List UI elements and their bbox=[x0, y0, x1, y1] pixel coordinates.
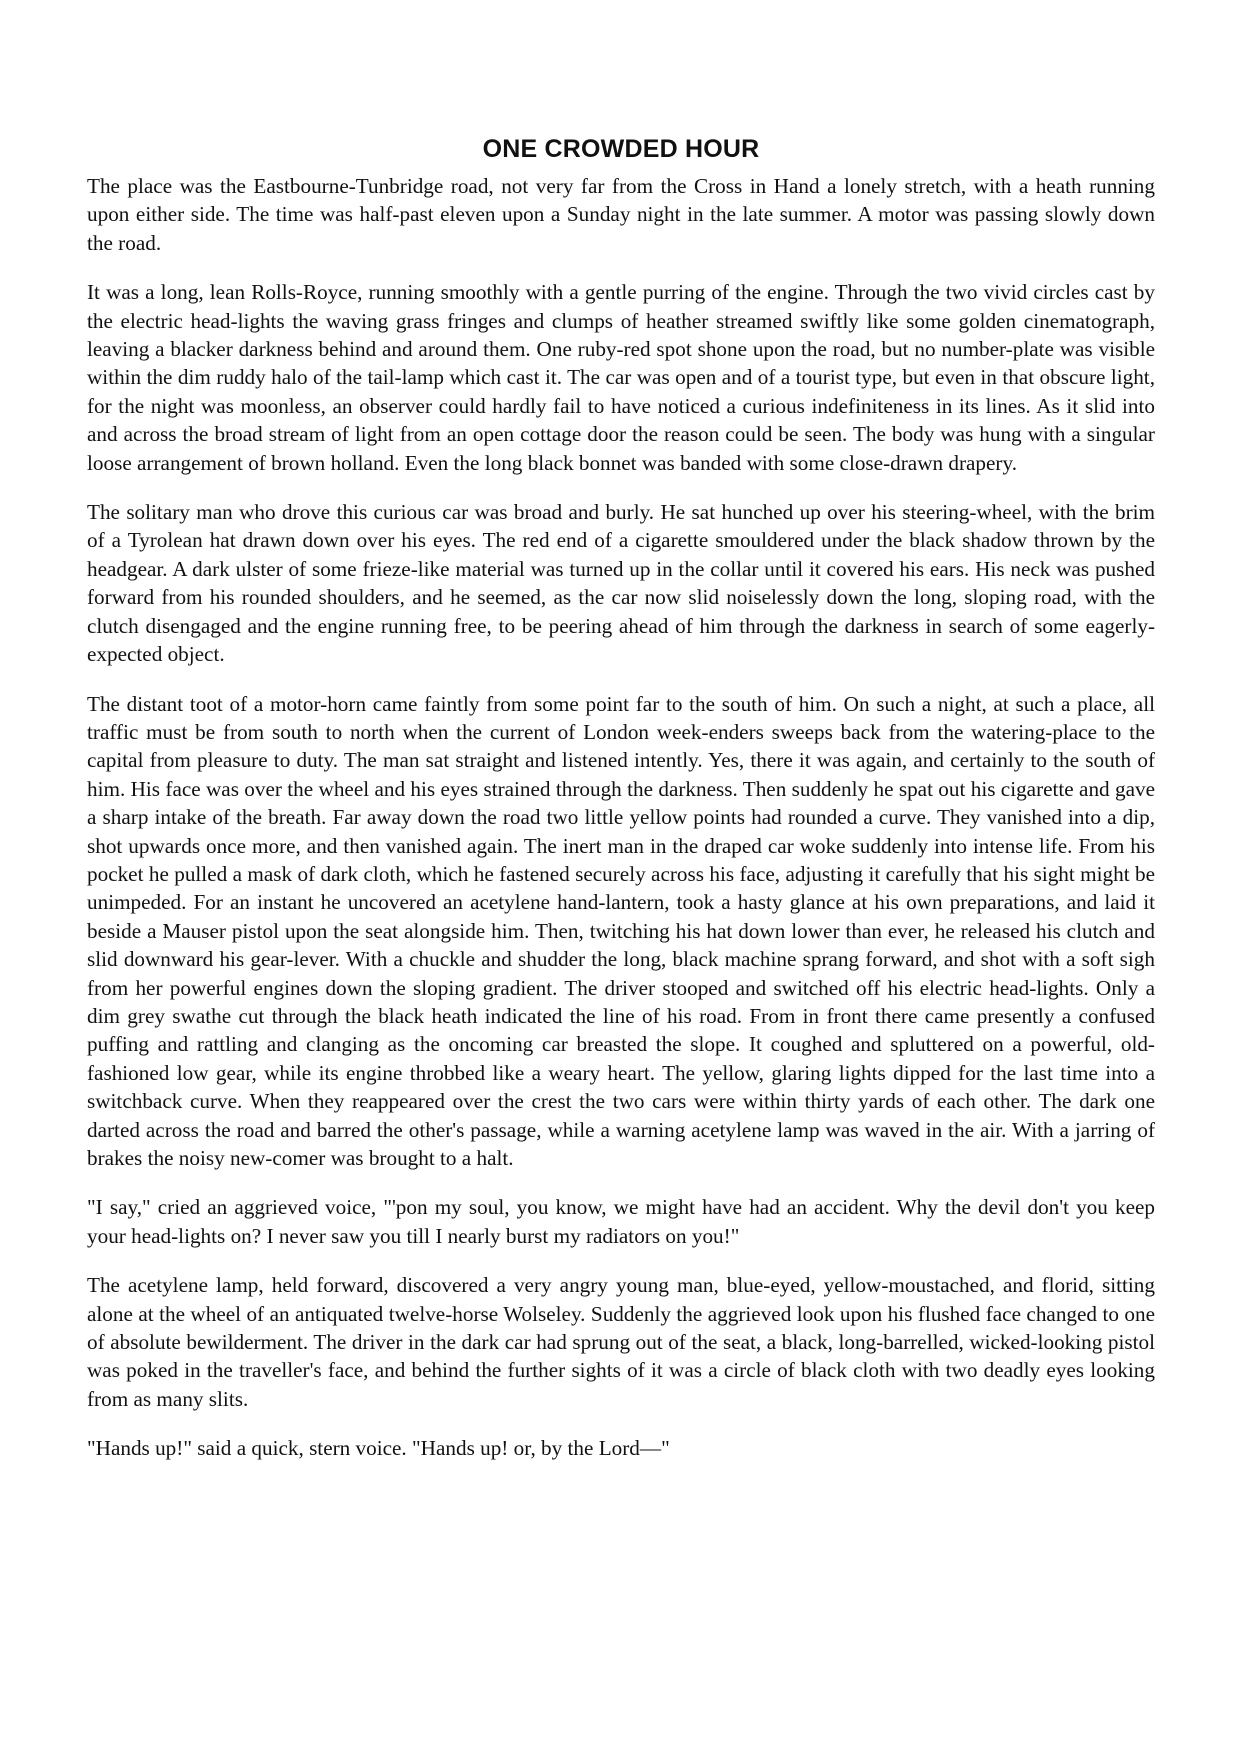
paragraph: The place was the Eastbourne-Tunbridge road, not very far from the Cross in Hand a lonely stretch, with a heath running upon either side. The time was half-past eleven upon a Sunday night in the late summer. A motor was passing slowly down the road. bbox=[87, 174, 1155, 255]
paragraph: The acetylene lamp, held forward, discovered a very angry young man, blue-eyed, yellow-moustached, and florid, sitting alone at the wheel of an antiquated twelve-horse Wolseley. Suddenly the aggrieved look upon his flushed face changed to one of absolute bewilderment. The driver in the dark car had sprung out of the seat, a black, long-barrelled, wicked-looking pistol was poked in the traveller's face, and behind the further sights of it was a circle of black cloth with two deadly eyes looking from as many slits. bbox=[87, 1273, 1155, 1411]
document-page bbox=[87, 135, 1155, 1484]
page-title: ONE CROWDED HOUR bbox=[482, 135, 760, 163]
paragraph: "Hands up!" said a quick, stern voice. "Hands up! or, by the Lord—" bbox=[87, 1436, 670, 1461]
paragraph: It was a long, lean Rolls-Royce, running smoothly with a gentle purring of the engine. Through the two vivid circles cast by the electric head-lights the waving grass fringes and clumps of heather streamed swiftly like some golden cinematograph, leaving a blacker darkness behind and around them. One ruby-red spot shone upon the road, but no number-plate was visible within the dim ruddy halo of the tail-lamp which cast it. The car was open and of a tourist type, but even in that obscure light, for the night was moonless, an observer could hardly fail to have noticed a curious indefiniteness in its lines. As it slid into and across the broad stream of light from an open cottage door the reason could be seen. The body was hung with a singular loose arrangement of brown holland. Even the long black bonnet was banded with some close-drawn drapery. bbox=[87, 280, 1155, 475]
paragraph: The distant toot of a motor-horn came faintly from some point far to the south of him. On such a night, at such a place, all traffic must be from south to north when the current of London week-enders sweeps back from the watering-place to the capital from pleasure to duty. The man sat straight and listened intently. Yes, there it was again, and certainly to the south of him. His face was over the wheel and his eyes strained through the darkness. Then suddenly he spat out his cigarette and gave a sharp intake of the breath. Far away down the road two little yellow points had rounded a curve. They vanished into a dip, shot upwards once more, and then vanished again. The inert man in the draped car woke suddenly into intense life. From his pocket he pulled a mask of dark cloth, which he fastened securely across his face, adjusting it carefully that his sight might be unimpeded. For an instant he uncovered an acetylene hand-lantern, took a hasty glance at his own preparations, and laid it beside a Mauser pistol upon the seat alongside him. Then, twitching his hat down lower than ever, he released his clutch and slid downward his gear-lever. With a chuckle and shudder the long, black machine sprang forward, and shot with a soft sigh from her powerful engines down the sloping gradient. The driver stooped and switched off his electric head-lights. Only a dim grey swathe cut through the black heath indicated the line of his road. From in front there came presently a confused puffing and rattling and clanging as the oncoming car breasted the slope. It coughed and spluttered on a powerful, old-fashioned low gear, while its engine throbbed like a weary heart. The yellow, glaring lights dipped for the last time into a switchback curve. When they reappeared over the crest the two cars were within thirty yards of each other. The dark one darted across the road and barred the other's passage, while a warning acetylene lamp was waved in the air. With a jarring of brakes the noisy new-comer was brought to a halt. bbox=[87, 691, 1155, 1170]
paragraph: The solitary man who drove this curious car was broad and burly. He sat hunched up over his steering-wheel, with the brim of a Tyrolean hat drawn down over his eyes. The red end of a cigarette smouldered under the black shadow thrown by the headgear. A dark ulster of some frieze-like material was turned up in the collar until it covered his ears. His neck was pushed forward from his rounded shoulders, and he seemed, as the car now slid noiselessly down the long, sloping road, with the clutch disengaged and the engine running free, to be peering ahead of him through the darkness in search of some eagerly-expected object. bbox=[87, 500, 1155, 667]
paragraph: "I say," cried an aggrieved voice, "'pon my soul, you know, we might have had an accident. Why the devil don't you keep your head-lights on? I never saw you till I nearly burst my radiators on you!" bbox=[87, 1195, 1155, 1248]
